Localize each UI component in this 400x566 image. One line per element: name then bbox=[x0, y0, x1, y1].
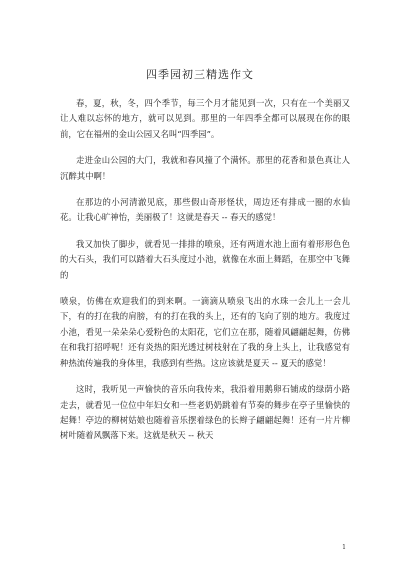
paragraph-spring: 在那边的小河清澈见底，那些假山奇形怪状，周边还有排成一圈的水仙花。让我心旷神怡，美丽极了！这就是春天 -- 春天的感觉！ bbox=[60, 197, 350, 223]
paragraph-summer: 喷泉，仿佛在欢迎我们的到来啊。一滴滴从喷泉飞出的水珠一会儿上一会儿下，有的打在我的肩膀，有的打在我的头上，还有的飞向了别的地方。我度过小池，看见一朵朵朵心爱粉色的太阳花，它们立在那，随着风翩翩起舞，仿佛在和我打招呼呢！还有炎热的阳光透过树枝射在了我的身上头上，让我感觉有种热流传遍我的身体里，我感到有些热。这应该就是夏天 -- 夏天的感觉！ bbox=[60, 296, 350, 368]
paragraph-autumn: 这时，我听见一声愉快的音乐向我传来，我沿着用鹅卵石铺成的绿荫小路走去，就看见一位位中年妇女和一些老奶奶跳着有节奏的舞步在亭子里愉快的起舞！亭边的柳树姑娘也随着音乐摆着绿色的长辫子翩翩起舞！还有一片片柳树叶随着风飘落下来。这就是秋天 -- 秋天 bbox=[60, 384, 350, 441]
paragraph-intro: 春，夏，秋，冬，四个季节，每三个月才能见到一次，只有在一个美丽又让人难以忘怀的地方，就可以见到。那里的一年四季全都可以展现在你的眼前，它在福州的金山公园又名叫“四季园”。 bbox=[60, 98, 350, 139]
paragraph-fountain: 我又加快了脚步，就看见一排排的喷泉，还有两道水池上面有着形形色色的大石头，我们可以踏着大石头度过小池，就像在水面上舞蹈，在那空中飞舞的 bbox=[60, 238, 350, 280]
paragraph-park-entrance: 走进金山公园的大门，我就和春风撞了个满怀。那里的花香和景色真让人沉醉其中啊！ bbox=[60, 155, 350, 181]
document-body bbox=[60, 96, 350, 455]
document-title: 四季园初三精选作文 bbox=[146, 68, 254, 81]
page-number: 1 bbox=[342, 544, 346, 551]
